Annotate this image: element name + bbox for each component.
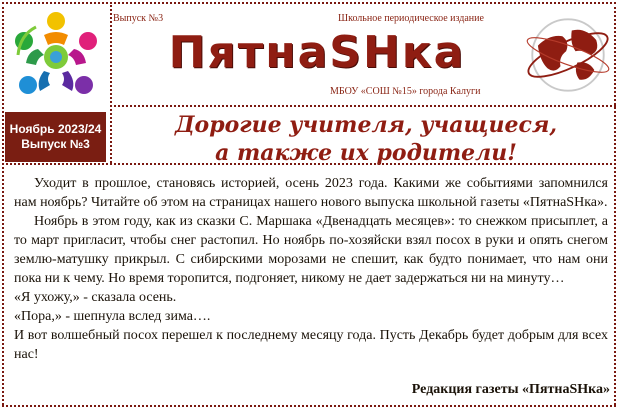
issue-label: Выпуск №3 (113, 13, 164, 24)
article-paragraph: И вот волшебный посох перешел к последнему месяцу года. Пусть Декабрь будет добрым для всех нас! (14, 328, 608, 362)
headline-line-2: а также их родители! (215, 140, 517, 166)
article-paragraph: Уходит в прошлое, становясь историей, осень 2023 года. Какими же событиями запомнился нам ноябрь? Читайте об этом на страницах нашего нового выпуска школьной газеты «ПятнаSHка». (14, 176, 608, 210)
issue-number: Выпуск №3 (21, 137, 90, 151)
issue-info-box (5, 112, 106, 162)
school-name: МБОУ «СОШ №15» города Калуги (330, 86, 481, 97)
publication-type: Школьное периодическое издание (338, 13, 484, 24)
article-paragraph: «Я ухожу,» - сказала осень. (14, 290, 177, 305)
school-logo-icon (6, 5, 106, 105)
issue-date: Ноябрь 2023/24 (9, 122, 102, 136)
logo-divider (110, 2, 112, 163)
editorial-signature: Редакция газеты «ПятнаSHка» (411, 382, 610, 397)
article-paragraph: «Пора,» - шепнула вслед зима…. (14, 309, 211, 324)
article-paragraph: Ноябрь в этом году, как из сказки С. Маршака «Двенадцать месяцев»: то снежком присыплет, а то март пригласит, чтобы снег растопил. Но ноябрь по-хозяйски взял посох в руки и опять снегом землю-матушку прикрыл. С сибирскими морозами не спешит, как будто понимает, что нам они пока ни к чему. Но время торопится, подгоняет, никому не дает задержаться ни на минуту… (14, 214, 608, 286)
top-border (2, 2, 616, 4)
bottom-border (2, 405, 616, 407)
header-divider (110, 105, 616, 107)
left-border (2, 2, 4, 405)
greeting-headline (120, 111, 612, 167)
newspaper-title: ПятнаSHка (168, 27, 466, 78)
globe-icon (521, 8, 615, 102)
headline-line-1: Дорогие учителя, учащиеся, (174, 112, 558, 138)
article-body (14, 174, 608, 364)
